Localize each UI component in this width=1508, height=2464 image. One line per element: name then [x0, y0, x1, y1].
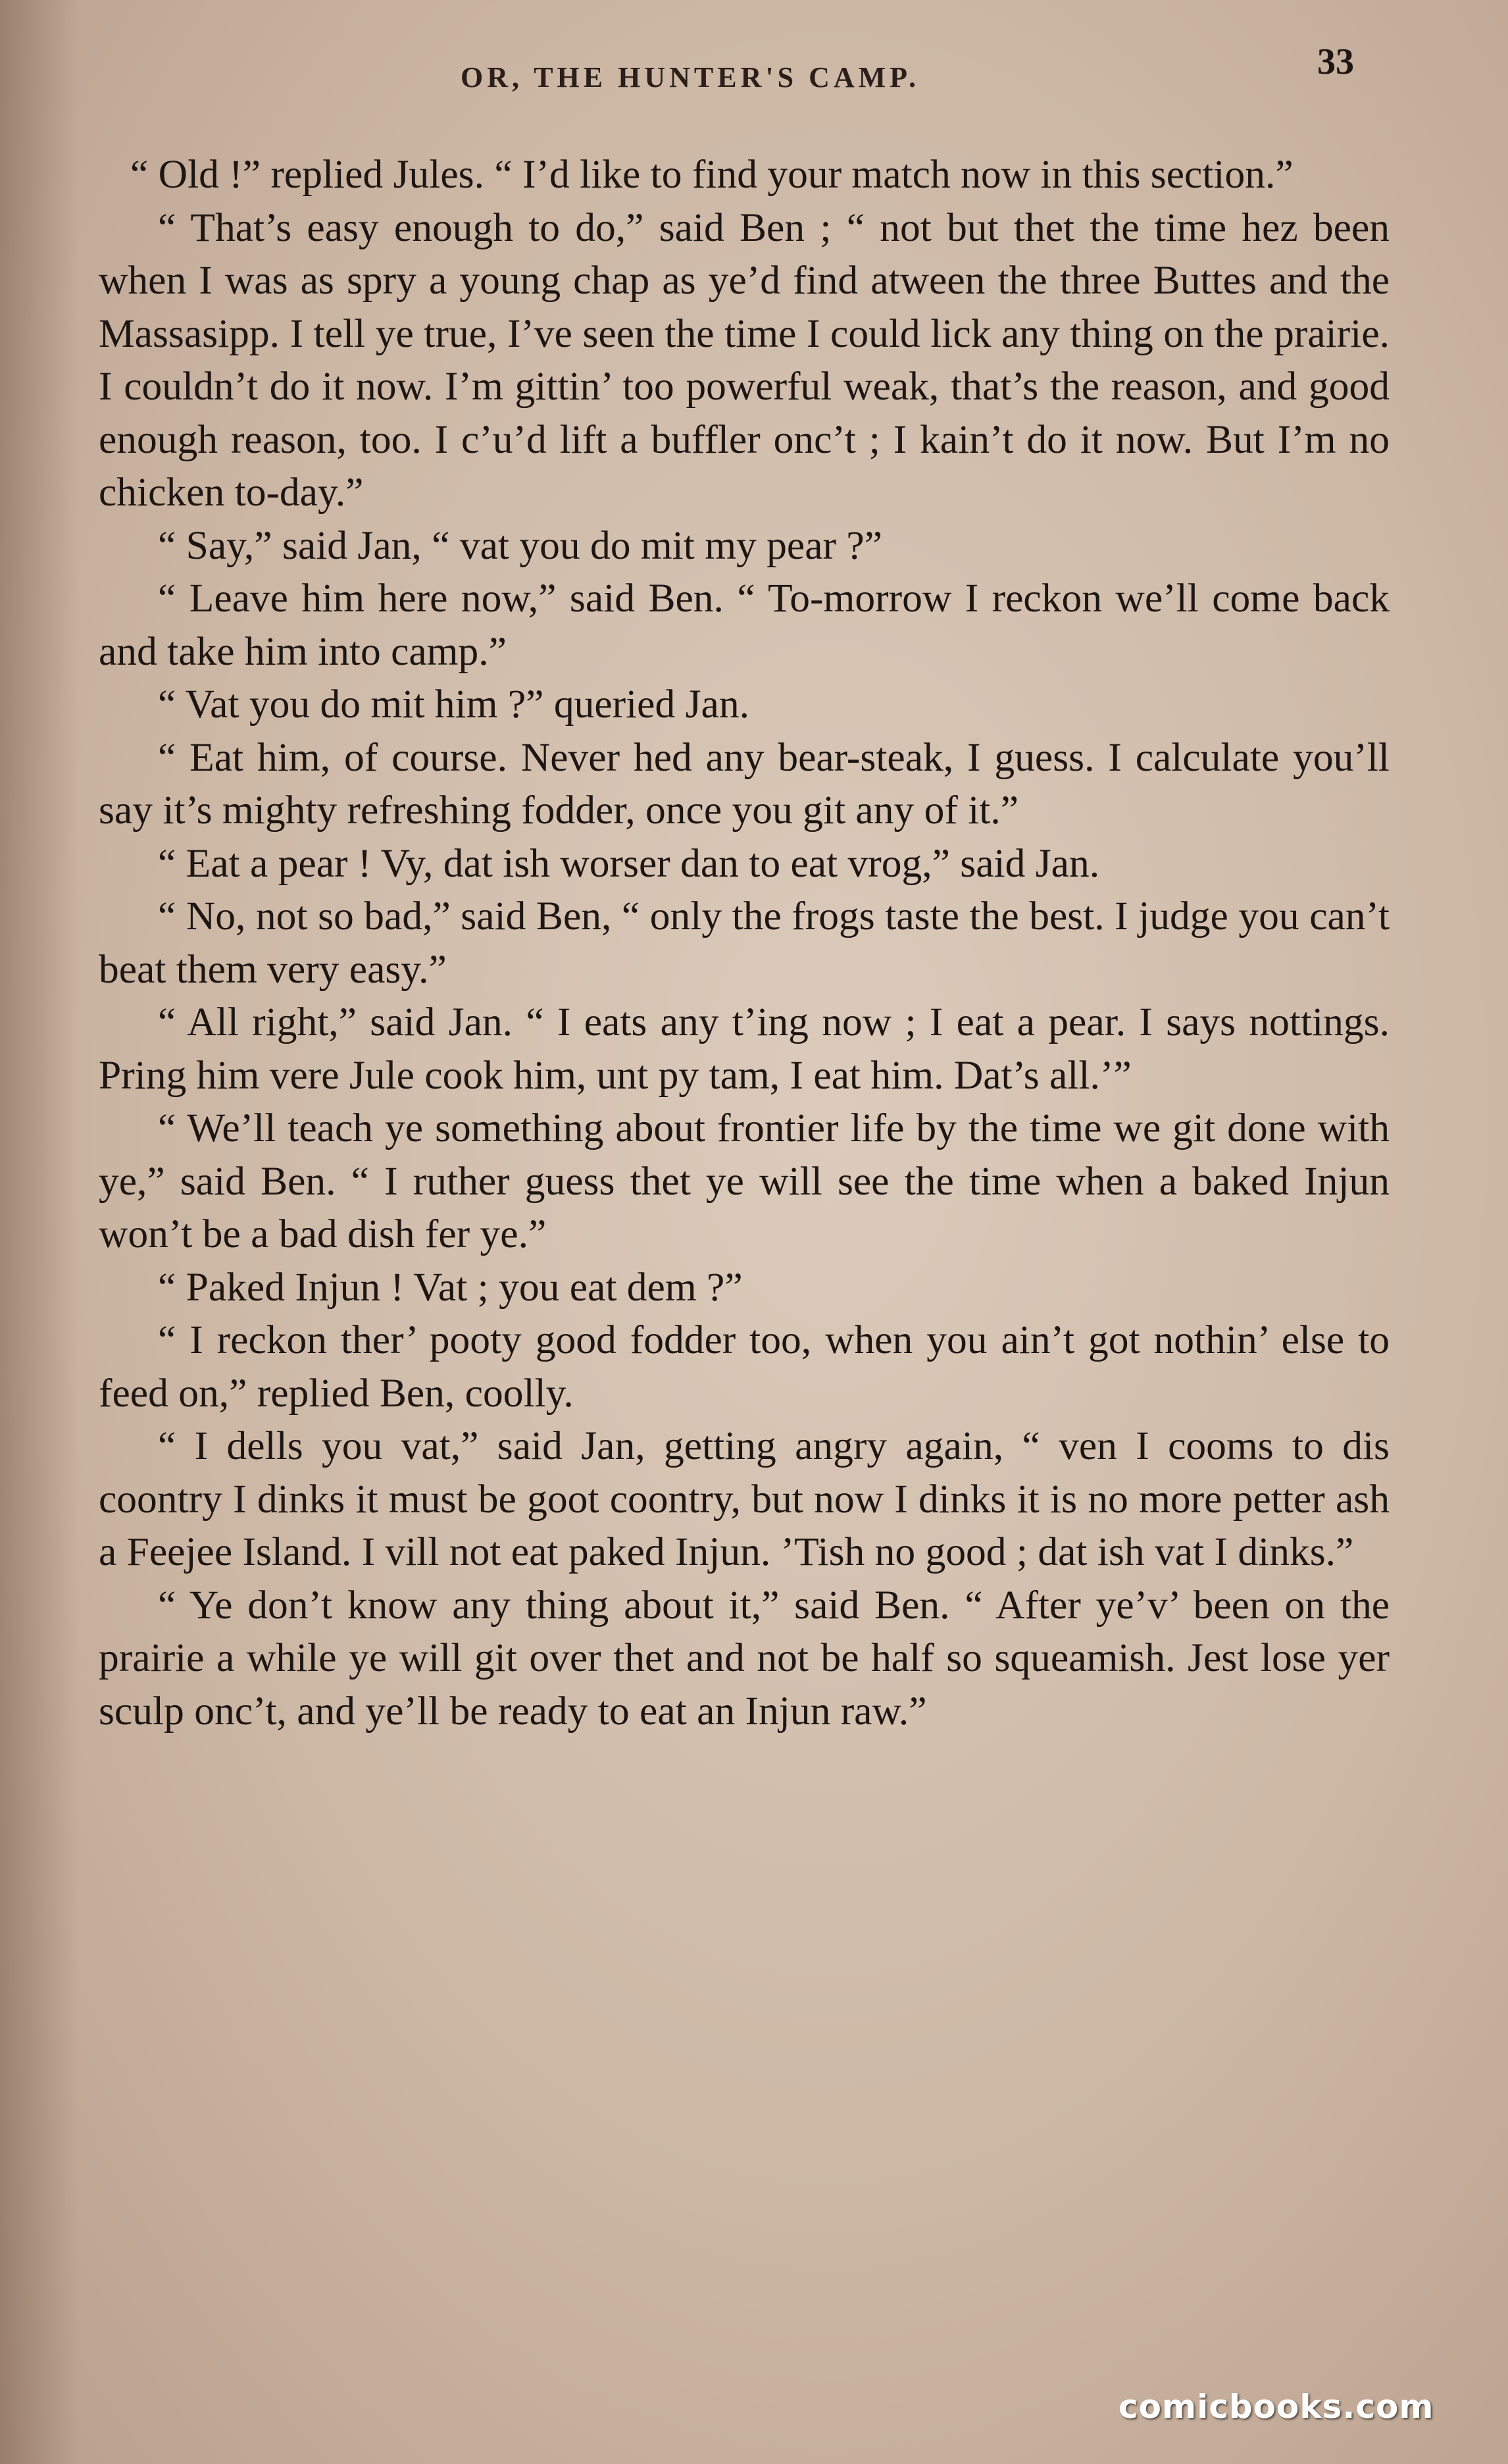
paragraph-9: “ All right,” said Jan. “ I eats any t’ing now ; I eat a pear. I says nottings. Pring him vere Jule cook him, unt py tam, I eat him. Dat’s all.’” — [99, 1000, 1390, 1098]
paragraph-13: “ I dells you vat,” said Jan, getting angry again, “ ven I cooms to dis coontry I dinks it must be goot coontry, but now I dinks it is no more petter ash a Feejee Island. I vill not eat paked Injun. ’Tish no good ; dat ish vat I dinks.” — [99, 1424, 1390, 1574]
paragraph-14: “ Ye don’t know any thing about it,” said Ben. “ After ye’v’ been on the prairie a while ye will git over thet and not be half so squeamish. Jest lose yer sculp onc’t, and ye’ll be ready to eat an Injun raw.” — [99, 1582, 1390, 1733]
paragraph-5: “ Vat you do mit him ?” queried Jan. — [158, 682, 749, 727]
paragraph-1: “ Old !” replied Jules. “ I’d like to find your match now in this section.” — [130, 152, 1294, 197]
paragraph-4: “ Leave him here now,” said Ben. “ To-morrow I reckon we’ll come back and take him into camp.” — [99, 576, 1390, 674]
paragraph-12: “ I reckon ther’ pooty good fodder too, when you ain’t got nothin’ else to feed on,” replied Ben, coolly. — [99, 1318, 1390, 1416]
paragraph-8: “ No, not so bad,” said Ben, “ only the frogs taste the best. I judge you can’t beat them very easy.” — [99, 894, 1390, 992]
body-text — [99, 148, 1390, 1737]
watermark: comicbooks.com — [1118, 2388, 1434, 2426]
paragraph-10: “ We’ll teach ye something about frontier life by the time we git done with ye,” said Ben. “ I ruther guess thet ye will see the time when a baked Injun won’t be a bad dish fer ye.” — [99, 1106, 1390, 1256]
spine-shadow — [0, 0, 79, 2464]
paragraph-3: “ Say,” said Jan, “ vat you do mit my pear ?” — [158, 523, 882, 568]
running-head: OR, THE HUNTER'S CAMP. — [461, 61, 920, 93]
paragraph-2: “ That’s easy enough to do,” said Ben ; “ not but thet the time hez been when I was as spry a young chap as ye’d find atween the three Buttes and the Massasipp. I tell ye true, I’ve seen the time I could lick any thing on the prairie. I couldn’t do it now. I’m gittin’ too powerful weak, that’s the reason, and good enough reason, too. I c’u’d lift a buffler onc’t ; I kain’t do it now. But I’m no chicken to-day.” — [99, 205, 1390, 515]
paragraph-7: “ Eat a pear ! Vy, dat ish worser dan to eat vrog,” said Jan. — [158, 840, 1100, 886]
paragraph-6: “ Eat him, of course. Never hed any bear-steak, I guess. I calculate you’ll say it’s mighty refreshing fodder, once you git any of it.” — [99, 734, 1390, 833]
page-number: 33 — [1317, 41, 1354, 82]
paragraph-11: “ Paked Injun ! Vat ; you eat dem ?” — [158, 1264, 743, 1310]
